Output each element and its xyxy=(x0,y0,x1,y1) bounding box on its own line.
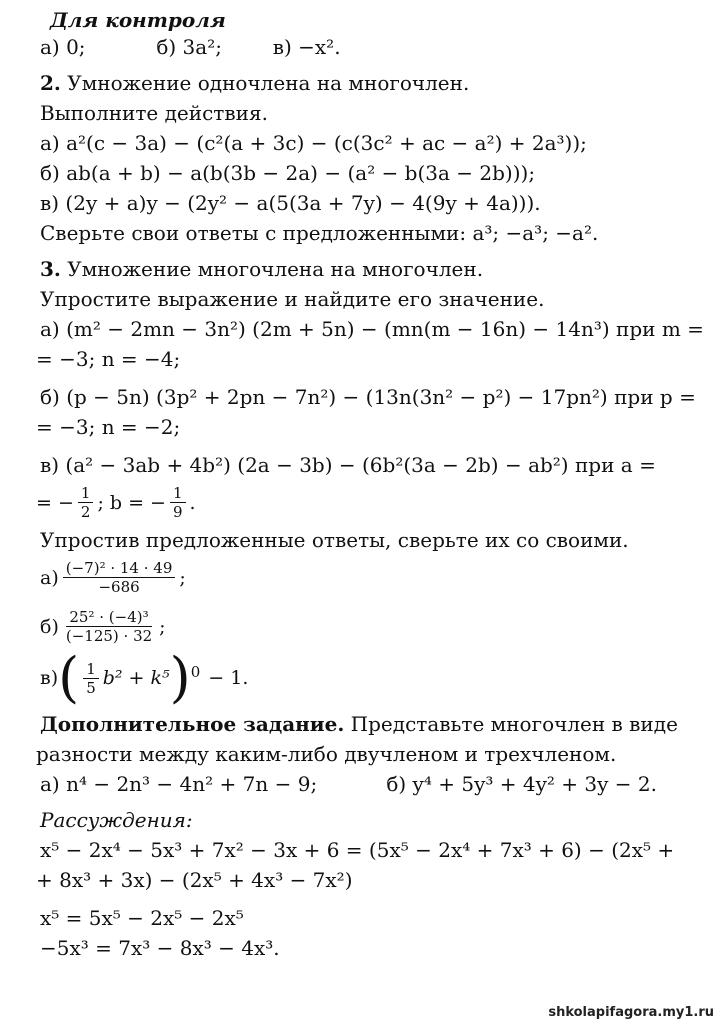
reasoning-line-4: −5x³ = 7x³ − 8x³ − 4x³. xyxy=(40,936,280,960)
reasoning-line-1: x⁵ − 2x⁴ − 5x³ + 7x² − 3x + 6 = (5x⁵ − 2x⁴ + 7x³ + 6) − (2x⁵ + xyxy=(40,838,675,862)
item-c-end: . xyxy=(189,491,196,514)
answer-a: а) $\frac{\text{(−7)² · 14 · 49}}{-686}$ ; xyxy=(40,559,186,596)
section3-item-a-line2: = −3; n = −4; xyxy=(36,347,181,371)
section3-number: 3. xyxy=(40,257,61,281)
reasoning-title: Рассуждения: xyxy=(40,808,193,832)
section2-instruction: Выполните действия. xyxy=(40,101,268,125)
section3-item-a-line1: а) (m² − 2mn − 3n²) (2m + 5n) − (mn(m − 16n) − 14n³) при m = xyxy=(40,317,704,341)
section3-item-b-line1: б) (p − 5n) (3p² + 2pn − 7n²) − (13n(3n² − p²) − 17pn²) при p = xyxy=(40,385,696,409)
section3-instruction: Упростите выражение и найдите его значение. xyxy=(40,287,545,311)
section3-heading-text: Умножение многочлена на многочлен. xyxy=(67,257,484,281)
extra-item-a: а) n⁴ − 2n³ − 4n² + 7n − 9; xyxy=(40,772,318,796)
fraction-b-value: $\frac{1}{9}$ xyxy=(170,484,186,521)
section2-item-c: в) (2y + a)y − (2y² − a(5(3a + 7y) − 4(9y + 4a))). xyxy=(40,191,541,215)
answer-c-fraction: $\frac{1}{5}$ xyxy=(83,660,99,697)
answer-a-fraction: $\frac{\text{(−7)² · 14 · 49}}{-686}$ xyxy=(63,559,176,596)
section3-item-c-line2 xyxy=(36,484,716,521)
section2-number: 2. xyxy=(40,71,61,95)
section3-item-c-line1: в) (a² − 3ab + 4b²) (2a − 3b) − (6b²(3a − 2b) − ab²) при a = xyxy=(40,453,656,477)
extra-task-items xyxy=(36,769,716,799)
section3-check: Упростив предложенные ответы, сверьте их со своими. xyxy=(40,528,629,552)
section2-check: Сверьте свои ответы с предложенными: a³; −a³; −a². xyxy=(40,221,599,245)
control-answers xyxy=(36,32,716,62)
control-title: Для контроля xyxy=(50,8,226,32)
item-c-mid: ; b = − xyxy=(97,491,166,514)
item-c-prefix: = − xyxy=(36,491,74,514)
extra-task-line1: Дополнительное задание. Представьте многочлен в виде xyxy=(40,712,678,736)
left-paren: ( xyxy=(58,646,80,709)
control-option-a: а) 0; xyxy=(40,35,86,59)
section2-item-b: б) ab(a + b) − a(b(3b − 2a) − (a² − b(3a − 2b))); xyxy=(40,161,536,185)
section2-heading xyxy=(36,68,716,98)
answer-c: в) ( $\frac{1}{5}$ b² + k⁵ ) 0 − 1. xyxy=(40,646,249,709)
extra-item-b: б) y⁴ + 5y³ + 4y² + 3y − 2. xyxy=(386,772,657,796)
answer-b-fraction: $\frac{\text{25² · (−4)³}}{(-125) \cdot 32}$ xyxy=(65,608,153,645)
textbook-page xyxy=(36,6,716,963)
section3-heading xyxy=(36,254,716,284)
section3-item-b-line2: = −3; n = −2; xyxy=(36,415,181,439)
section2-heading-text: Умножение одночлена на многочлен. xyxy=(67,71,470,95)
control-option-b: б) 3a²; xyxy=(156,35,222,59)
reasoning-line-3: x⁵ = 5x⁵ − 2x⁵ − 2x⁵ xyxy=(40,906,244,930)
answer-b: б) $\frac{\text{25² · (−4)³}}{(-125) \cdot 32}$ ; xyxy=(40,608,166,645)
extra-task-line2: разности между каким-либо двучленом и трехчленом. xyxy=(36,742,617,766)
reasoning-line-2: + 8x³ + 3x) − (2x⁵ + 4x³ − 7x²) xyxy=(36,868,353,892)
site-watermark: shkolapifagora.my1.ru xyxy=(548,1005,714,1020)
extra-task-bold: Дополнительное задание. xyxy=(40,712,345,736)
control-option-c: в) −x². xyxy=(272,35,341,59)
section2-item-a: а) a²(c − 3a) − (c²(a + 3c) − (c(3c² + ac − a²) + 2a³)); xyxy=(40,131,587,155)
right-paren: ) xyxy=(169,646,191,709)
fraction-a-value: $\frac{1}{2}$ xyxy=(78,484,94,521)
